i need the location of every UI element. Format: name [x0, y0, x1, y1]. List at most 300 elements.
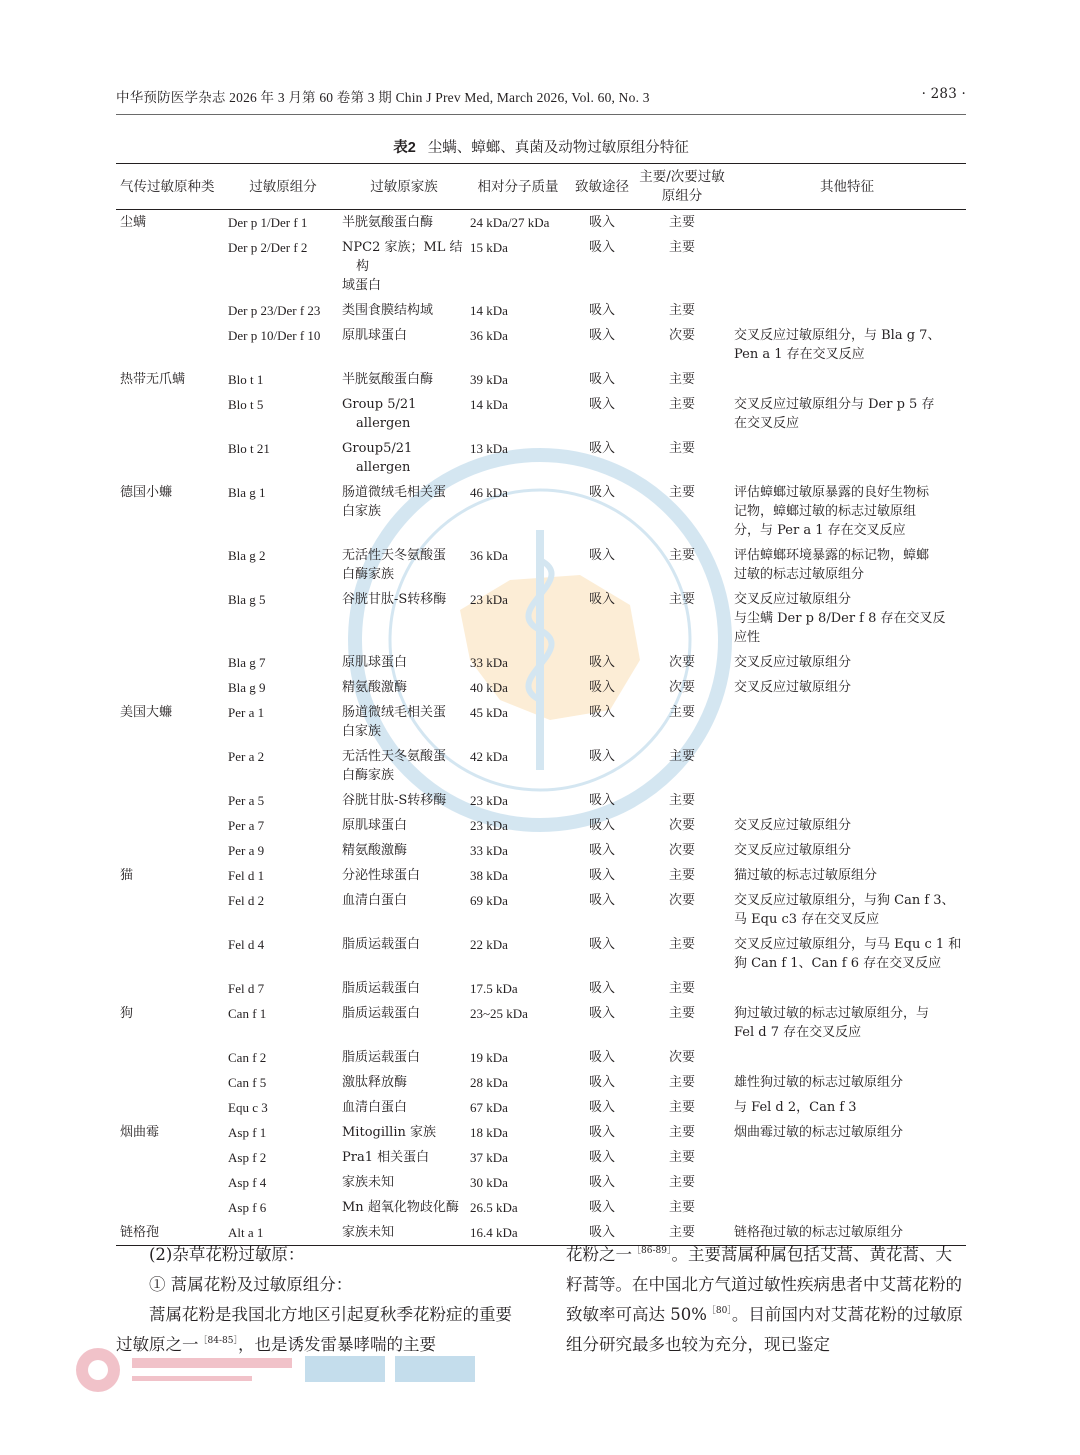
cell-component: Can f 2	[228, 1050, 267, 1065]
cell-species	[116, 976, 226, 1001]
cell-route: 吸入	[588, 303, 615, 318]
table-row	[116, 838, 966, 863]
cell-major-minor: 次要	[668, 1050, 695, 1065]
cell-other	[728, 976, 966, 1001]
citation-ref: ［84-85］	[198, 1336, 238, 1346]
cell-species	[116, 235, 226, 298]
cell-species	[116, 1145, 226, 1170]
cell-component: Bla g 7	[228, 655, 266, 670]
cell-component: Der p 2/Der f 2	[228, 240, 308, 255]
cell-family	[340, 480, 468, 543]
cell-component: Fel d 7	[228, 981, 265, 996]
cell-molecular-weight: 28 kDa	[470, 1075, 508, 1090]
other-line: Pen a 1 存在交叉反应	[734, 347, 865, 362]
table-row	[116, 587, 966, 650]
family-line: 激肽释放酶	[342, 1075, 408, 1090]
cell-family	[340, 298, 468, 323]
table-row	[116, 543, 966, 587]
table-row	[116, 298, 966, 323]
family-line: 类围食膜结构域	[342, 303, 434, 318]
cell-component: Asp f 2	[228, 1150, 267, 1165]
table-row	[116, 744, 966, 788]
family-line: 肠道微绒毛相关蛋	[342, 705, 447, 720]
other-line: 链格孢过敏的标志过敏原组分	[734, 1225, 904, 1240]
cell-other	[728, 323, 966, 367]
cell-component: Asp f 4	[228, 1175, 267, 1190]
cell-component: Bla g 9	[228, 680, 266, 695]
cell-major-minor: 主要	[668, 372, 695, 387]
cell-molecular-weight: 69 kDa	[470, 893, 508, 908]
cell-molecular-weight: 33 kDa	[470, 655, 508, 670]
cell-major-minor: 主要	[668, 793, 695, 808]
cell-other	[728, 813, 966, 838]
cell-species: 美国大蠊	[120, 705, 173, 720]
cell-component: Asp f 1	[228, 1125, 267, 1140]
allergen-table	[116, 163, 966, 1246]
family-line: 白酶家族	[342, 567, 395, 582]
family-line: 家族未知	[342, 1225, 395, 1240]
cell-component: Can f 5	[228, 1075, 267, 1090]
table-row	[116, 700, 966, 744]
other-line: 狗过敏过敏的标志过敏原组分，与	[734, 1006, 930, 1021]
table-row	[116, 675, 966, 700]
cell-route: 吸入	[588, 1006, 615, 1021]
cell-family	[340, 788, 468, 813]
cell-other	[728, 1120, 966, 1145]
family-line: 精氨酸激酶	[342, 843, 408, 858]
cell-family	[340, 675, 468, 700]
cell-component: Alt a 1	[226, 1220, 340, 1246]
family-line: 脂质运载蛋白	[342, 1050, 421, 1065]
cell-other	[728, 1195, 966, 1220]
cell-species	[116, 1070, 226, 1095]
cell-major-minor: 主要	[668, 548, 695, 563]
cell-other	[728, 367, 966, 392]
cell-other	[728, 788, 966, 813]
cell-component: Equ c 3	[228, 1100, 268, 1115]
family-line: 谷胱甘肽-S转移酶	[342, 592, 447, 607]
cell-route: 吸入	[588, 749, 615, 764]
cell-route: 吸入	[588, 1150, 615, 1165]
family-line: Pra1 相关蛋白	[342, 1150, 430, 1165]
cell-component: Can f 1	[228, 1006, 267, 1021]
cell-major-minor: 主要	[668, 868, 695, 883]
cell-other	[728, 1170, 966, 1195]
family-line: 白酶家族	[342, 768, 395, 783]
family-line: 原肌球蛋白	[342, 328, 408, 343]
table-row	[116, 976, 966, 1001]
cell-species	[116, 543, 226, 587]
cell-molecular-weight: 36 kDa	[470, 328, 508, 343]
table-row	[116, 788, 966, 813]
cell-molecular-weight: 22 kDa	[470, 937, 508, 952]
other-line: 与 Fel d 2，Can f 3	[734, 1100, 857, 1115]
cell-species	[116, 675, 226, 700]
cell-species	[116, 744, 226, 788]
table-row	[116, 1170, 966, 1195]
cell-species	[116, 1095, 226, 1120]
family-line: 脂质运载蛋白	[342, 981, 421, 996]
body-paragraph: 蒿属花粉是我国北方地区引起夏秋季花粉症的重要过敏原之一$^{[84-85]}$，也是诱发雷暴哮喘的主要	[116, 1305, 512, 1354]
col-header-species: 气传过敏原种类	[116, 164, 226, 210]
cell-species	[116, 436, 226, 480]
cell-other	[728, 1001, 966, 1045]
cell-component: Blo t 5	[228, 397, 264, 412]
body-column-right	[566, 1240, 966, 1360]
citation-ref: ［86-89］	[632, 1246, 672, 1256]
table-row	[116, 392, 966, 436]
table-number: 表2	[393, 140, 416, 156]
other-line: 交叉反应过敏原组分	[734, 655, 852, 670]
cell-component: Per a 2	[228, 749, 265, 764]
cell-family	[340, 863, 468, 888]
cell-molecular-weight: 42 kDa	[470, 749, 508, 764]
cell-major-minor: 次要	[668, 843, 695, 858]
cell-other	[728, 650, 966, 675]
other-line: 交叉反应过敏原组分与 Der p 5 存	[734, 397, 935, 412]
cell-major-minor: 主要	[668, 749, 695, 764]
table-row	[116, 1045, 966, 1070]
cell-species	[116, 1195, 226, 1220]
cell-species	[116, 813, 226, 838]
cell-family	[340, 543, 468, 587]
cell-major-minor: 主要	[668, 1100, 695, 1115]
cell-family	[340, 932, 468, 976]
cell-molecular-weight: 19 kDa	[470, 1050, 508, 1065]
other-line: 记物，蟑螂过敏的标志过敏原组	[734, 504, 917, 519]
cell-species: 热带无爪螨	[120, 372, 186, 387]
cell-component: Per a 1	[228, 705, 265, 720]
other-line: Fel d 7 存在交叉反应	[734, 1025, 862, 1040]
cell-major-minor: 主要	[668, 705, 695, 720]
cell-species	[116, 838, 226, 863]
cell-molecular-weight: 33 kDa	[470, 843, 508, 858]
cell-major-minor: 主要	[668, 240, 695, 255]
cell-species: 狗	[120, 1006, 134, 1021]
cell-other	[728, 298, 966, 323]
other-line: 交叉反应过敏原组分	[734, 680, 852, 695]
running-head	[116, 86, 966, 115]
cell-route: 吸入	[588, 937, 615, 952]
cell-other	[728, 675, 966, 700]
cell-route: 吸入	[588, 1175, 615, 1190]
table-row	[116, 1195, 966, 1220]
cell-route: 吸入	[588, 1200, 615, 1215]
other-line: 过敏的标志过敏原组分	[734, 567, 865, 582]
cell-family	[340, 1145, 468, 1170]
other-line: 在交叉反应	[734, 416, 800, 431]
cell-molecular-weight: 23 kDa	[470, 818, 508, 833]
cell-family	[340, 744, 468, 788]
cell-other	[728, 1045, 966, 1070]
cell-molecular-weight: 26.5 kDa	[470, 1200, 518, 1215]
col-header-molecular-weight: 相对分子质量	[468, 164, 568, 210]
family-line: 血清白蛋白	[342, 1100, 408, 1115]
other-line: 与尘螨 Der p 8/Der f 8 存在交叉反	[734, 611, 946, 626]
cell-component: Bla g 2	[228, 548, 266, 563]
family-line: NPC2 家族；ML 结构	[342, 240, 463, 274]
cell-other	[728, 863, 966, 888]
cell-other	[728, 700, 966, 744]
cell-route: 吸入	[588, 215, 615, 230]
family-line: 分泌性球蛋白	[342, 868, 421, 883]
cell-route: 吸入	[588, 1050, 615, 1065]
body-column-left	[116, 1240, 526, 1360]
cell-component: Asp f 6	[228, 1200, 267, 1215]
cell-molecular-weight: 15 kDa	[470, 240, 508, 255]
family-line: 原肌球蛋白	[342, 655, 408, 670]
col-header-other: 其他特征	[728, 164, 966, 210]
cell-major-minor: 主要	[668, 1175, 695, 1190]
table-row	[116, 436, 966, 480]
cell-molecular-weight: 23~25 kDa	[470, 1006, 528, 1021]
cell-family	[340, 700, 468, 744]
cell-molecular-weight: 13 kDa	[470, 441, 508, 456]
cell-other	[728, 744, 966, 788]
family-line: Group5/21 allergen	[342, 441, 413, 475]
table-header-row	[116, 164, 966, 210]
cell-route: 吸入	[588, 240, 615, 255]
cell-major-minor: 主要	[668, 981, 695, 996]
cell-component: Der p 10/Der f 10	[228, 328, 321, 343]
cell-family	[340, 813, 468, 838]
family-line: 脂质运载蛋白	[342, 937, 421, 952]
cell-species	[116, 788, 226, 813]
other-line: 交叉反应过敏原组分	[734, 843, 852, 858]
table-title: 尘螨、蟑螂、真菌及动物过敏原组分特征	[427, 140, 689, 156]
cell-route: 吸入	[588, 485, 615, 500]
cell-major-minor: 次要	[668, 655, 695, 670]
cell-molecular-weight: 67 kDa	[470, 1100, 508, 1115]
subsection-heading: ① 蒿属花粉及过敏原组分：	[149, 1275, 353, 1294]
cell-other	[728, 235, 966, 298]
table-row	[116, 1001, 966, 1045]
cell-family	[340, 1070, 468, 1095]
family-line: Mitogillin 家族	[342, 1125, 436, 1140]
family-line: 血清白蛋白	[342, 893, 408, 908]
table-row	[116, 1120, 966, 1145]
cell-component: Blo t 21	[228, 441, 270, 456]
cell-component: Per a 9	[228, 843, 265, 858]
other-line: 马 Equ c3 存在交叉反应	[734, 912, 880, 927]
cell-species	[116, 323, 226, 367]
table-row	[116, 888, 966, 932]
page-number: · 283 ·	[921, 86, 966, 102]
cell-molecular-weight: 23 kDa	[470, 793, 508, 808]
cell-species: 烟曲霉	[120, 1125, 160, 1140]
cell-major-minor: 主要	[668, 441, 695, 456]
cell-route: 吸入	[588, 441, 615, 456]
family-line: 半胱氨酸蛋白酶	[342, 372, 434, 387]
cell-family	[340, 1095, 468, 1120]
table-row	[116, 1070, 966, 1095]
cell-other	[728, 210, 966, 236]
other-line: 烟曲霉过敏的标志过敏原组分	[734, 1125, 904, 1140]
cell-route: 吸入	[588, 1100, 615, 1115]
cell-species: 尘螨	[120, 215, 147, 230]
cell-molecular-weight: 37 kDa	[470, 1150, 508, 1165]
cell-other	[728, 888, 966, 932]
cell-route: 吸入	[588, 818, 615, 833]
table-row	[116, 1145, 966, 1170]
table-row	[116, 323, 966, 367]
cell-molecular-weight: 23 kDa	[470, 592, 508, 607]
cell-component: Der p 1/Der f 1	[228, 215, 308, 230]
cell-component: Fel d 4	[228, 937, 265, 952]
cell-major-minor: 次要	[668, 680, 695, 695]
table-row	[116, 932, 966, 976]
cell-route: 吸入	[588, 843, 615, 858]
cell-major-minor: 主要	[668, 1075, 695, 1090]
other-line: 交叉反应过敏原组分，与马 Equ c 1 和	[734, 937, 962, 952]
table-row	[116, 210, 966, 236]
cell-molecular-weight: 30 kDa	[470, 1175, 508, 1190]
other-line: 交叉反应过敏原组分，与狗 Can f 3、	[734, 893, 955, 908]
cell-family	[340, 1120, 468, 1145]
table-row	[116, 367, 966, 392]
cell-other	[728, 932, 966, 976]
cell-route: 吸入	[568, 1220, 636, 1246]
cell-molecular-weight: 24 kDa/27 kDa	[470, 215, 550, 230]
cell-molecular-weight: 38 kDa	[470, 868, 508, 883]
table-caption	[116, 136, 966, 157]
cell-molecular-weight: 14 kDa	[470, 397, 508, 412]
col-header-family: 过敏原家族	[340, 164, 468, 210]
cell-family	[340, 392, 468, 436]
cell-species	[116, 298, 226, 323]
other-line: 狗 Can f 1、Can f 6 存在交叉反应	[734, 956, 942, 971]
cell-species	[116, 932, 226, 976]
cell-route: 吸入	[588, 1075, 615, 1090]
other-line: 交叉反应过敏原组分	[734, 592, 852, 607]
cell-major-minor: 主要	[668, 397, 695, 412]
cell-species: 链格孢	[116, 1220, 226, 1246]
cell-family	[340, 1195, 468, 1220]
cell-family	[340, 1170, 468, 1195]
other-line: 评估蟑螂环境暴露的标记物，蟑螂	[734, 548, 930, 563]
table-row	[116, 813, 966, 838]
family-line: Mn 超氧化物歧化酶	[342, 1200, 459, 1215]
table-row	[116, 480, 966, 543]
family-line: 谷胱甘肽-S转移酶	[342, 793, 447, 808]
other-line: 雄性狗过敏的标志过敏原组分	[734, 1075, 904, 1090]
cell-molecular-weight: 46 kDa	[470, 485, 508, 500]
cell-species	[116, 1045, 226, 1070]
cell-component: Blo t 1	[228, 372, 264, 387]
cell-family	[340, 323, 468, 367]
cell-family	[340, 235, 468, 298]
cell-other	[728, 587, 966, 650]
cell-route: 吸入	[588, 328, 615, 343]
cell-route: 吸入	[588, 981, 615, 996]
cell-molecular-weight: 40 kDa	[470, 680, 508, 695]
cell-family	[340, 436, 468, 480]
cell-major-minor: 次要	[668, 328, 695, 343]
cell-family	[340, 838, 468, 863]
other-line: 应性	[734, 630, 761, 645]
family-line: 白家族	[342, 504, 382, 519]
cell-major-minor: 主要	[668, 1150, 695, 1165]
cell-family	[340, 650, 468, 675]
cell-major-minor: 次要	[668, 818, 695, 833]
cell-major-minor: 主要	[668, 937, 695, 952]
family-line: 家族未知	[342, 1175, 395, 1190]
family-line: 域蛋白	[342, 278, 382, 293]
other-line: 交叉反应过敏原组分，与 Bla g 7、	[734, 328, 941, 343]
family-line: 脂质运载蛋白	[342, 1006, 421, 1021]
cell-family	[340, 888, 468, 932]
cell-molecular-weight: 16.4 kDa	[468, 1220, 568, 1246]
table-row	[116, 235, 966, 298]
cell-component: Per a 7	[228, 818, 265, 833]
cell-route: 吸入	[588, 592, 615, 607]
cell-major-minor: 主要	[668, 303, 695, 318]
cell-major-minor: 主要	[668, 485, 695, 500]
cell-major-minor: 主要	[668, 215, 695, 230]
other-line: 猫过敏的标志过敏原组分	[734, 868, 878, 883]
other-line: 分，与 Per a 1 存在交叉反应	[734, 523, 906, 538]
other-line: 评估蟑螂过敏原暴露的良好生物标	[734, 485, 930, 500]
section-heading: (2)杂草花粉过敏原：	[149, 1245, 305, 1264]
cell-route: 吸入	[588, 868, 615, 883]
cell-species: 德国小蠊	[120, 485, 173, 500]
table-row	[116, 1095, 966, 1120]
cell-other	[728, 838, 966, 863]
cell-molecular-weight: 17.5 kDa	[470, 981, 518, 996]
cell-component: Bla g 5	[228, 592, 266, 607]
cell-molecular-weight: 18 kDa	[470, 1125, 508, 1140]
cell-major-minor: 次要	[668, 893, 695, 908]
cell-molecular-weight: 45 kDa	[470, 705, 508, 720]
cell-species	[116, 888, 226, 932]
col-header-component: 过敏原组分	[226, 164, 340, 210]
cell-route: 吸入	[588, 793, 615, 808]
cell-major-minor: 主要	[668, 1200, 695, 1215]
cell-family	[340, 1001, 468, 1045]
family-line: 精氨酸激酶	[342, 680, 408, 695]
other-line: 交叉反应过敏原组分	[734, 818, 852, 833]
cell-other	[728, 480, 966, 543]
cell-other	[728, 1145, 966, 1170]
col-header-route: 致敏途径	[568, 164, 636, 210]
cell-molecular-weight: 36 kDa	[470, 548, 508, 563]
col-header-major-minor: 主要/次要过敏原组分	[636, 164, 728, 210]
cell-family	[340, 587, 468, 650]
family-line: Group 5/21 allergen	[342, 397, 417, 431]
cell-major-minor: 主要	[668, 1125, 695, 1140]
cell-component: Fel d 2	[228, 893, 265, 908]
table-row	[116, 650, 966, 675]
family-line: 肠道微绒毛相关蛋	[342, 485, 447, 500]
cell-family	[340, 367, 468, 392]
cell-route: 吸入	[588, 1125, 615, 1140]
citation-ref: ［80］	[706, 1306, 732, 1316]
table-body	[116, 210, 966, 1246]
cell-route: 吸入	[588, 893, 615, 908]
table-row	[116, 863, 966, 888]
family-line: 无活性天冬氨酸蛋	[342, 749, 447, 764]
family-line: 无活性天冬氨酸蛋	[342, 548, 447, 563]
cell-major-minor: 主要	[636, 1220, 728, 1246]
cell-component: Bla g 1	[228, 485, 266, 500]
cell-species	[116, 587, 226, 650]
cell-major-minor: 主要	[668, 1006, 695, 1021]
cell-component: Fel d 1	[228, 868, 265, 883]
cell-other	[728, 1095, 966, 1120]
cell-other	[728, 543, 966, 587]
cell-family	[340, 976, 468, 1001]
body-paragraph-continued: 花粉之一$^{[86-89]}$。主要蒿属种属包括艾蒿、黄花蒿、大籽蒿等。在中国北方气道过敏性疾病患者中艾蒿花粉的致敏率可高达 50%$^{[80]}$。目前国内对艾蒿花粉的过敏原组分研究最多也较为充分，现已鉴定	[566, 1245, 963, 1354]
